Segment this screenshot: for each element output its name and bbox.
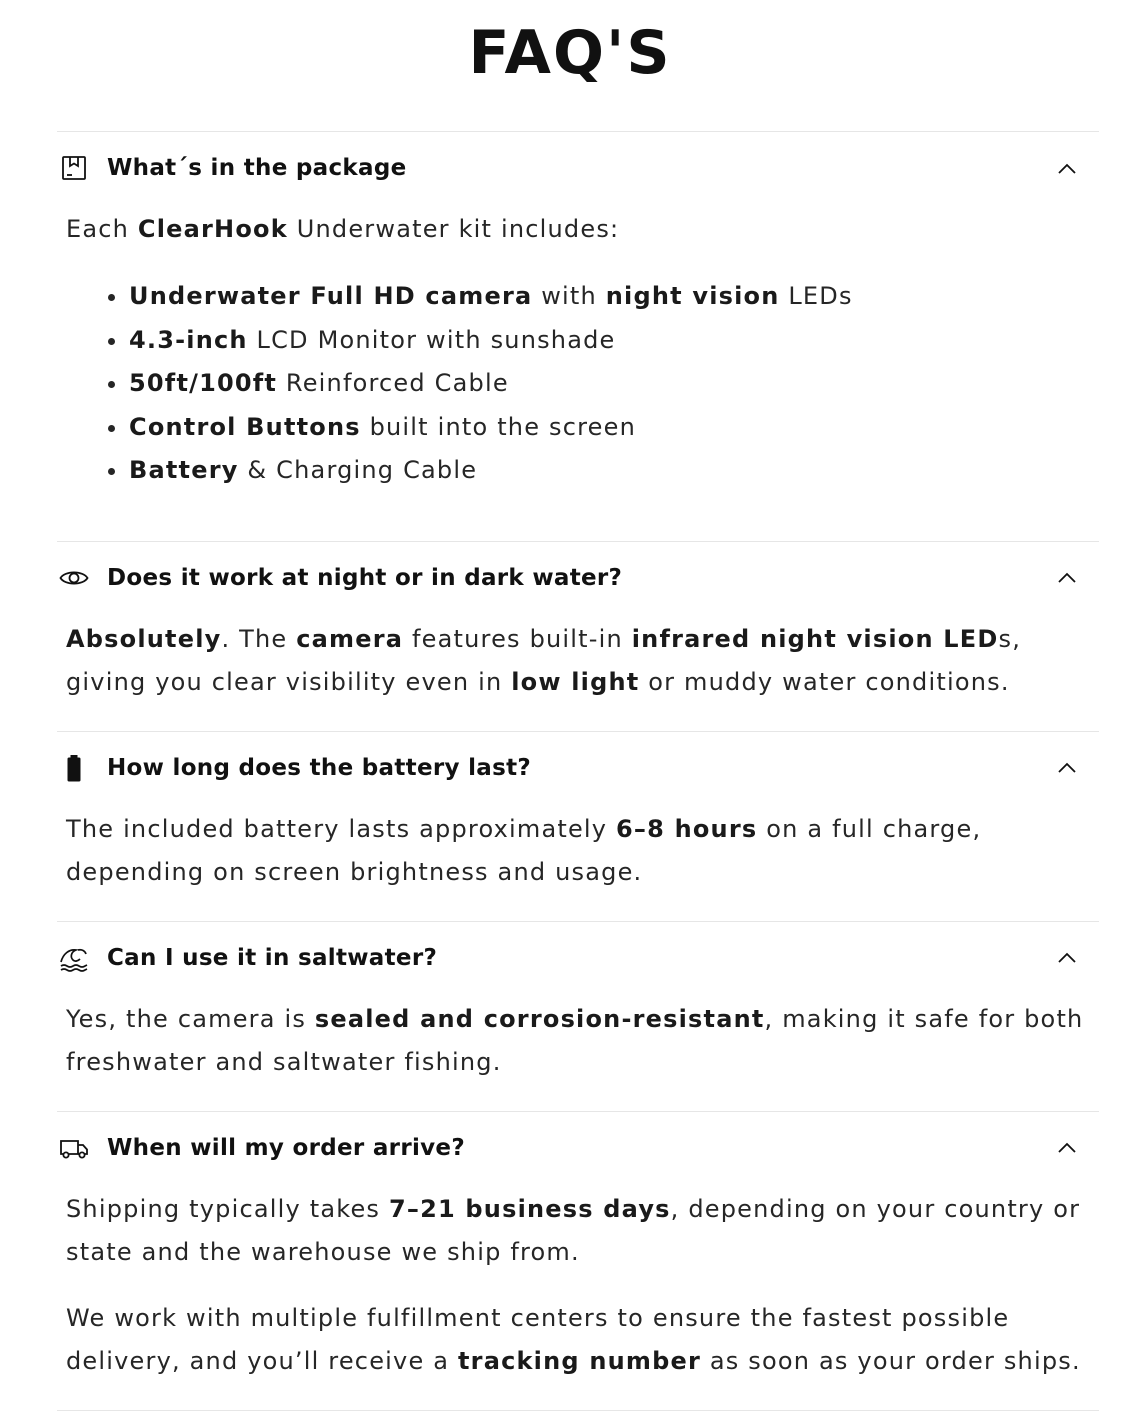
item-text: & Charging Cable — [238, 456, 478, 484]
answer-text — [66, 998, 1099, 1084]
answer-span: features built-in — [403, 624, 632, 653]
chevron-up-icon[interactable] — [1055, 946, 1079, 970]
faq-question: What´s in the package — [107, 155, 407, 181]
page-title: FAQ'S — [468, 18, 672, 88]
item-text: built into the screen — [360, 412, 636, 441]
list-item — [129, 362, 1099, 406]
item-bold: Battery — [129, 456, 239, 484]
battery-icon — [58, 752, 90, 784]
faq-item — [57, 541, 1099, 731]
faq-question: How long does the battery last? — [107, 754, 532, 781]
item-text: Reinforced Cable — [277, 369, 509, 397]
list-item — [129, 319, 1099, 363]
list-item — [129, 275, 1099, 319]
package-contents-list — [66, 275, 1099, 493]
list-item — [129, 406, 1099, 450]
item-bold: night vision — [605, 282, 780, 310]
item-text: with — [532, 282, 606, 310]
faq-answer — [57, 1184, 1099, 1410]
faq-question: Does it work at night or in dark water? — [107, 564, 623, 591]
package-icon — [58, 152, 90, 184]
item-bold: Underwater Full HD camera — [129, 282, 533, 310]
chevron-up-icon[interactable] — [1055, 756, 1079, 780]
answer-intro — [66, 208, 1099, 251]
answer-bold: low light — [511, 667, 640, 696]
answer-span: Shipping typically takes — [66, 1194, 389, 1223]
wave-icon — [58, 942, 90, 974]
faq-toggle-shipping[interactable] — [57, 1112, 1099, 1184]
faq-toggle-night[interactable] — [57, 542, 1099, 614]
faq-item — [57, 731, 1099, 921]
answer-bold: sealed and corrosion-resistant — [314, 1004, 765, 1033]
answer-span: Yes, the camera is — [66, 1004, 315, 1033]
answer-span: as soon as your order ships. — [701, 1346, 1081, 1375]
faq-answer — [57, 204, 1099, 541]
answer-bold: Absolutely — [66, 624, 222, 653]
item-bold: 50ft/100ft — [129, 369, 278, 397]
item-text: LCD Monitor with sunshade — [247, 325, 616, 354]
answer-text — [66, 618, 1099, 704]
answer-bold: infrared night vision LED — [631, 624, 999, 653]
answer-span: . The — [221, 624, 297, 653]
eye-icon — [58, 562, 90, 594]
faq-toggle-saltwater[interactable] — [57, 922, 1099, 994]
faq-question: Can I use it in saltwater? — [107, 944, 438, 971]
answer-text: Each — [66, 215, 138, 243]
answer-span: , depending on your country or state and the warehouse we ship from. — [66, 1194, 1081, 1266]
chevron-up-icon[interactable] — [1055, 1136, 1079, 1160]
answer-span: s, giving you clear visibility even in — [66, 624, 1022, 696]
faq-item — [57, 131, 1099, 541]
faq-item — [57, 1111, 1099, 1411]
answer-bold: 7–21 business days — [388, 1194, 671, 1223]
faq-answer — [57, 804, 1099, 921]
answer-span: The included battery lasts approximately — [66, 814, 617, 843]
list-item — [129, 449, 1099, 493]
item-bold: Control Buttons — [129, 412, 361, 441]
faq-question: When will my order arrive? — [107, 1134, 465, 1161]
faq-toggle-package[interactable] — [57, 132, 1099, 204]
faq-toggle-battery[interactable] — [57, 732, 1099, 804]
faq-list — [57, 131, 1099, 1411]
answer-span: on a full charge, depending on screen brightness and usage. — [66, 814, 982, 886]
answer-bold: 6–8 hours — [616, 814, 758, 843]
faq-answer — [57, 614, 1099, 731]
chevron-up-icon[interactable] — [1055, 566, 1079, 590]
answer-text — [66, 1297, 1099, 1383]
faq-answer — [57, 994, 1099, 1111]
answer-span: We work with multiple fulfillment centers to ensure the fastest possible delivery, and you’ll receive a — [66, 1303, 1010, 1375]
item-bold: 4.3-inch — [129, 325, 248, 354]
chevron-up-icon[interactable] — [1055, 156, 1079, 180]
answer-text: Underwater kit includes: — [287, 215, 620, 243]
answer-span: , making it safe for both freshwater and saltwater fishing. — [66, 1004, 1084, 1076]
faq-item — [57, 921, 1099, 1111]
answer-bold: ClearHook — [137, 215, 288, 243]
answer-span: or muddy water conditions. — [639, 667, 1010, 696]
answer-bold: camera — [296, 624, 404, 653]
truck-icon — [58, 1132, 90, 1164]
answer-bold: tracking number — [457, 1346, 701, 1375]
answer-text — [66, 808, 1099, 894]
item-text: LEDs — [779, 282, 853, 310]
answer-text — [66, 1188, 1099, 1274]
